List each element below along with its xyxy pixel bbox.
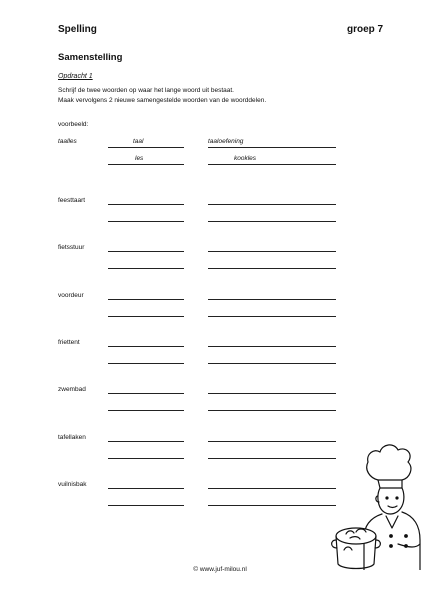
- exercise-word: vuilnisbak: [58, 481, 87, 488]
- answer-line-new-word-2[interactable]: [208, 268, 336, 269]
- answer-line-new-word-1[interactable]: [208, 251, 336, 252]
- group-heading: groep 7: [347, 24, 384, 35]
- answer-line-part-1[interactable]: [108, 441, 184, 442]
- example-label: voorbeeld:: [58, 121, 89, 128]
- answer-line-new-word-2[interactable]: [208, 363, 336, 364]
- answer-line-part-1[interactable]: [108, 299, 184, 300]
- example-word: taalles: [58, 138, 77, 145]
- worksheet-title: Samenstelling: [58, 52, 123, 63]
- answer-line-new-word-1[interactable]: [208, 488, 336, 489]
- answer-line-new-word-2[interactable]: [208, 410, 336, 411]
- answer-line-new-word-2[interactable]: [208, 316, 336, 317]
- example-line-part-2: [108, 164, 184, 165]
- example-part-1: taal: [133, 138, 144, 145]
- instructions: [58, 86, 266, 106]
- answer-line-part-1[interactable]: [108, 393, 184, 394]
- exercise-word: zwembad: [58, 386, 86, 393]
- answer-line-new-word-2[interactable]: [208, 505, 336, 506]
- answer-line-part-2[interactable]: [108, 316, 184, 317]
- answer-line-part-1[interactable]: [108, 488, 184, 489]
- answer-line-part-2[interactable]: [108, 268, 184, 269]
- example-line-new-1: [208, 147, 336, 148]
- answer-line-new-word-1[interactable]: [208, 441, 336, 442]
- answer-line-new-word-2[interactable]: [208, 458, 336, 459]
- example-new-word-1: taaloefening: [208, 138, 244, 145]
- answer-line-new-word-1[interactable]: [208, 204, 336, 205]
- answer-line-part-2[interactable]: [108, 363, 184, 364]
- example-part-2: les: [135, 155, 144, 162]
- subject-heading: Spelling: [58, 24, 97, 35]
- answer-line-part-2[interactable]: [108, 410, 184, 411]
- instruction-line-1: Schrijf de twee woorden op waar het lange woord uit bestaat.: [58, 87, 234, 94]
- exercise-word: friettent: [58, 339, 80, 346]
- answer-line-part-2[interactable]: [108, 505, 184, 506]
- exercise-word: tafellaken: [58, 434, 86, 441]
- example-new-word-2: kookles: [234, 155, 257, 162]
- exercise-word: fietsstuur: [58, 244, 85, 251]
- exercise-word: feesttaart: [58, 197, 86, 204]
- answer-line-part-1[interactable]: [108, 204, 184, 205]
- answer-line-part-2[interactable]: [108, 221, 184, 222]
- answer-line-part-1[interactable]: [108, 251, 184, 252]
- answer-line-new-word-2[interactable]: [208, 221, 336, 222]
- answer-line-part-1[interactable]: [108, 346, 184, 347]
- chef-illustration: [320, 440, 430, 570]
- copyright-footer: © www.juf-milou.nl: [193, 566, 247, 573]
- example-line-part-1: [108, 147, 184, 148]
- answer-line-new-word-1[interactable]: [208, 393, 336, 394]
- answer-line-new-word-1[interactable]: [208, 346, 336, 347]
- instruction-line-2: Maak vervolgens 2 nieuwe samengestelde woorden van de woorddelen.: [58, 97, 267, 104]
- assignment-label: Opdracht 1: [58, 73, 93, 80]
- exercise-word: voordeur: [58, 292, 84, 299]
- example-line-new-2: [208, 164, 336, 165]
- answer-line-new-word-1[interactable]: [208, 299, 336, 300]
- answer-line-part-2[interactable]: [108, 458, 184, 459]
